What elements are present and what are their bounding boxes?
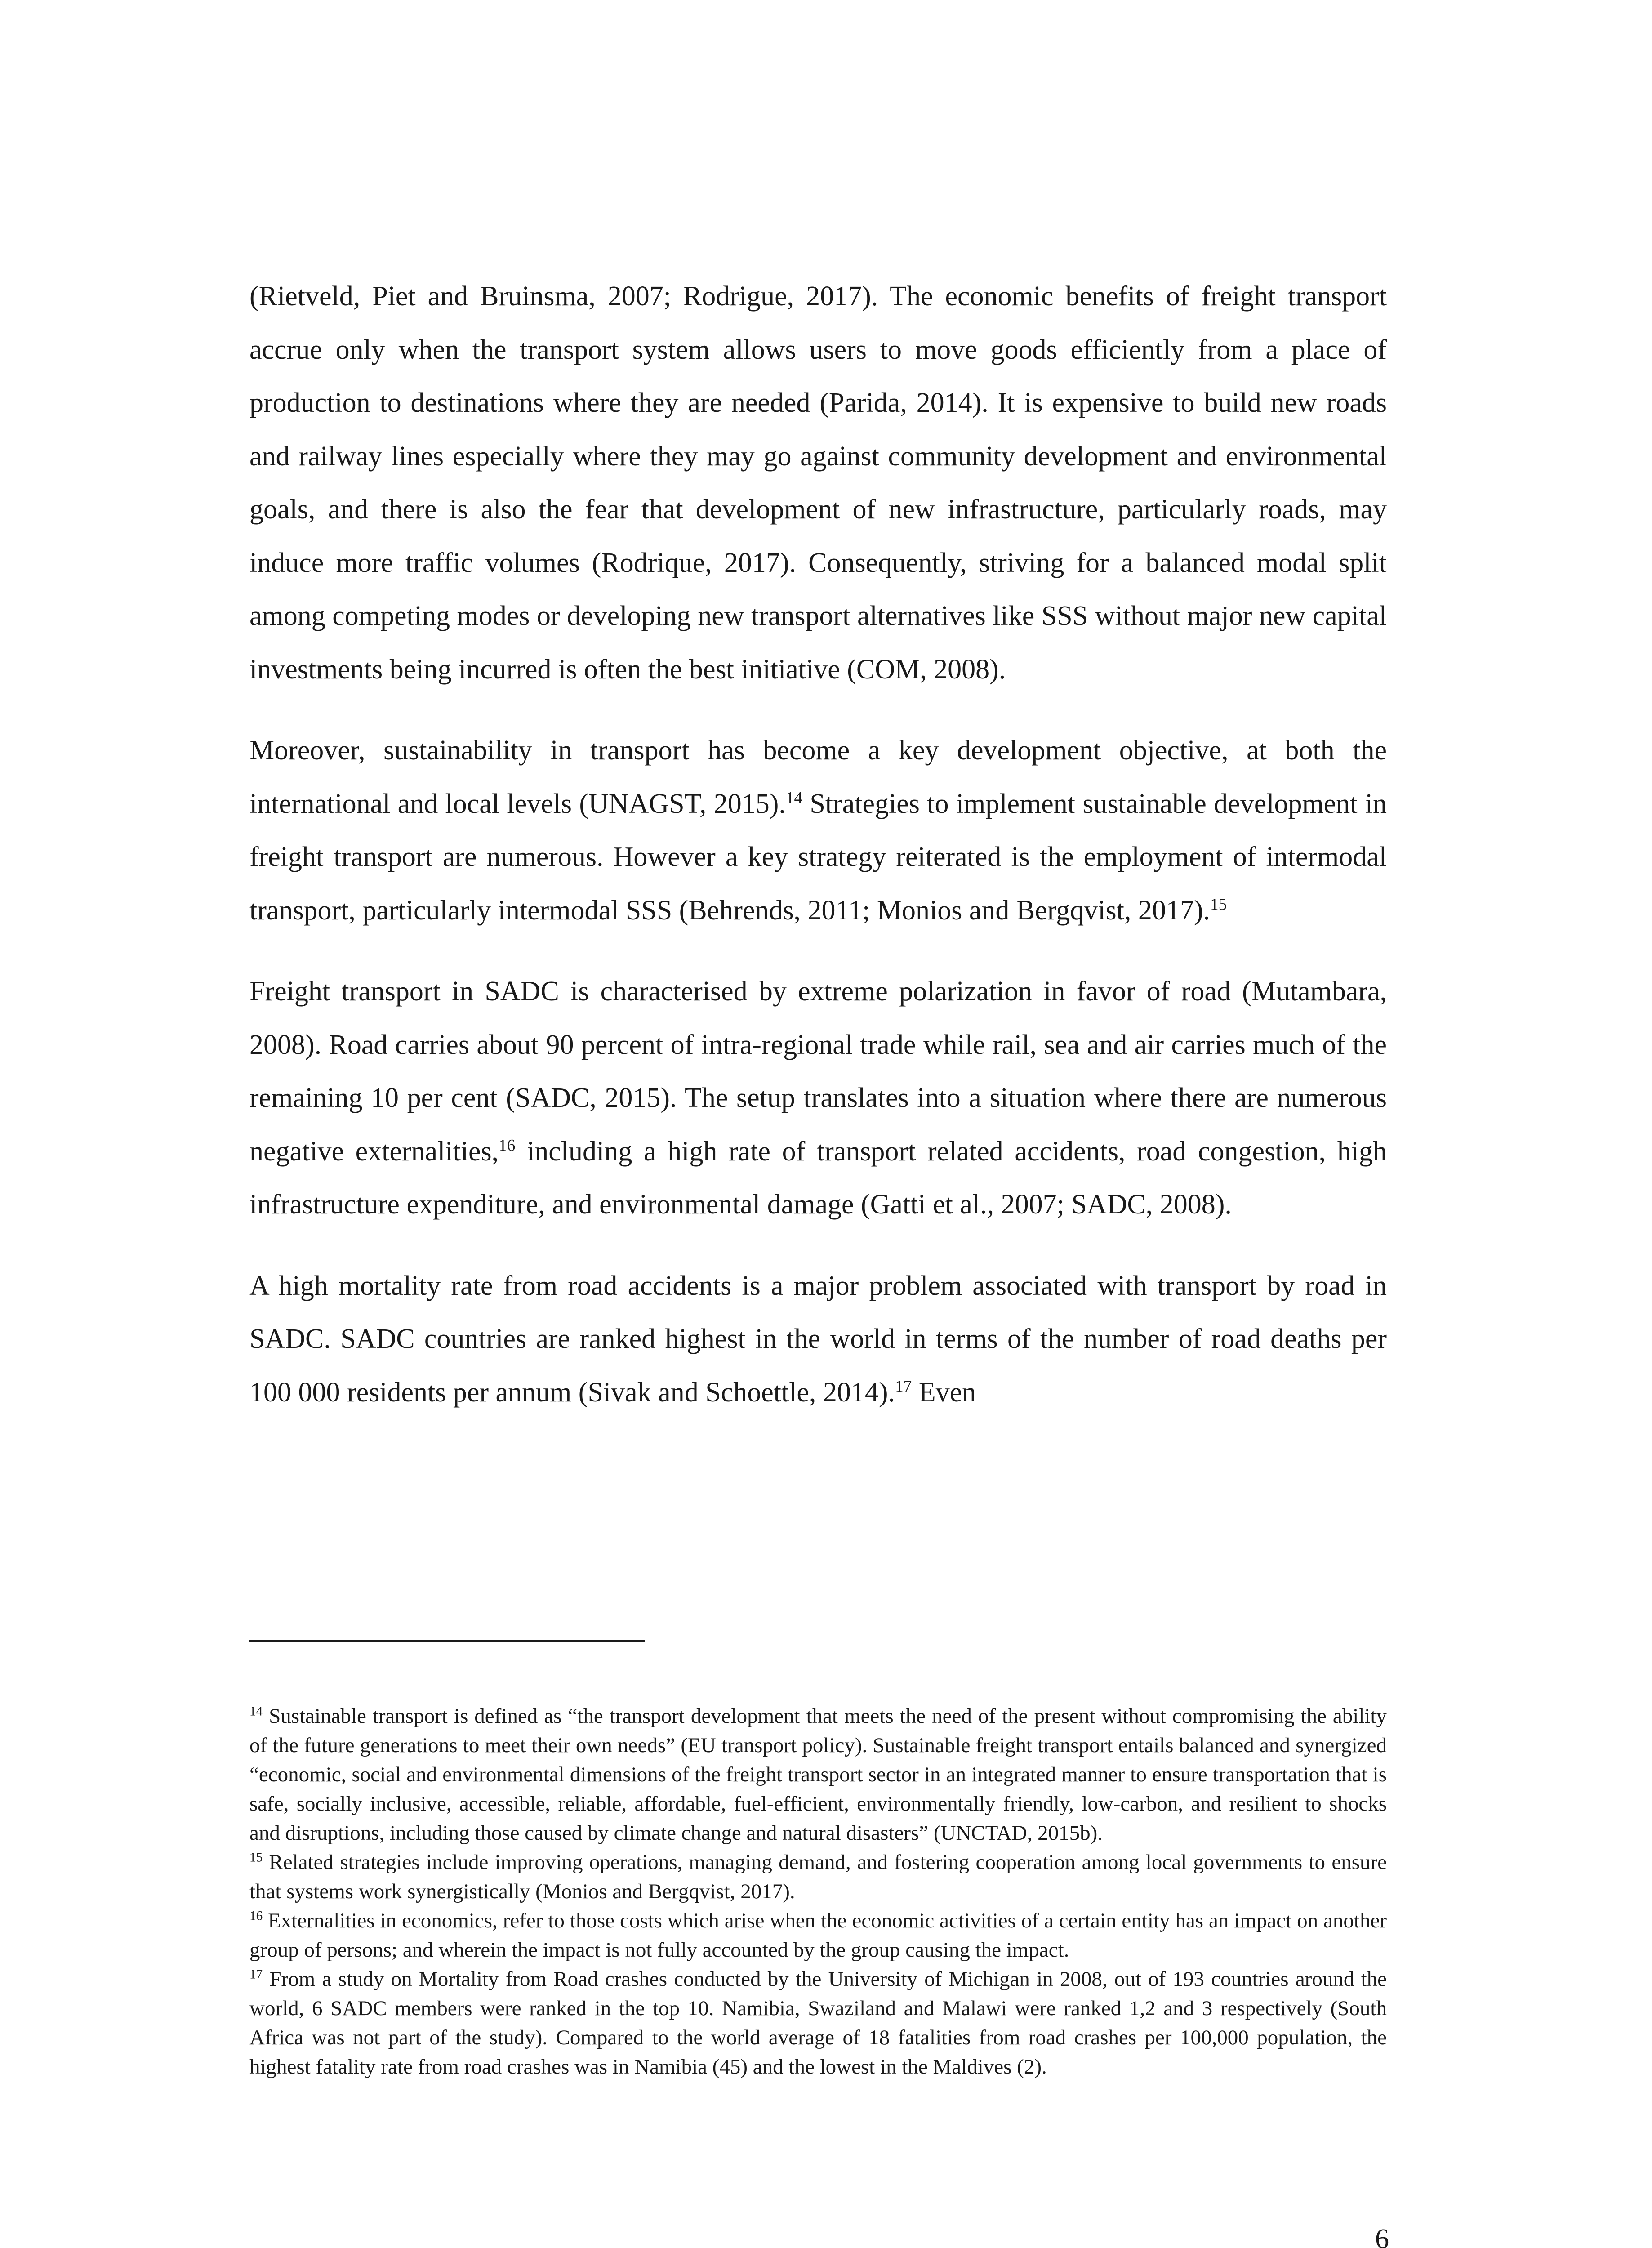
footnote-number: 17 [249, 1967, 263, 1982]
footnote-17 [249, 1965, 1387, 2082]
footnote-text: From a study on Mortality from Road crashes conducted by the University of Michigan in 2008, out of 193 countries around the world, 6 SADC members were ranked in the top 10. Namibia, Swaziland and Malawi were ranked 1,2 and 3 respectively (South Africa was not part of the study). Compared to the world average of 18 fatalities from road crashes per 100,000 population, the highest fatality rate from road crashes was in Namibia (45) and the lowest in the Maldives (2). [249, 1967, 1387, 2079]
paragraph-3 [249, 965, 1387, 1231]
footnote-separator [249, 1640, 645, 1642]
footnote-number: 15 [249, 1850, 263, 1865]
footnote-ref-14[interactable]: 14 [785, 788, 803, 807]
footnotes-section [249, 1702, 1387, 2082]
footnote-15 [249, 1848, 1387, 1906]
paragraph-2-text-a: Moreover, sustainability in transport has become a key development objective, at both the international and local levels (UNAGST, 2015). [249, 735, 1387, 819]
footnote-text: Sustainable transport is defined as “the transport development that meets the need of the present without compromising the ability of the future generations to meet their own needs” (EU transport policy). Sustainable freight transport entails balanced and synergized “economic, social and environmental dimensions of the freight transport sector in an integrated manner to ensure transportation that is safe, socially inclusive, accessible, reliable, affordable, fuel-efficient, environmentally friendly, low-carbon, and resilient to shocks and disruptions, including those caused by climate change and natural disasters” (UNCTAD, 2015b). [249, 1704, 1387, 1845]
paragraph-2-text-b: Strategies to implement sustainable development in freight transport are numerous. However a key strategy reiterated is the employment of intermodal transport, particularly intermodal SSS (Behrends, 2011; Monios and Bergqvist, 2017). [249, 788, 1387, 926]
footnote-number: 16 [249, 1909, 263, 1923]
paragraph-3-text-b: including a high rate of transport related accidents, road congestion, high infrastructure expenditure, and environmental damage (Gatti et al., 2007; SADC, 2008). [249, 1136, 1387, 1220]
paragraph-4-text-a: A high mortality rate from road accidents is a major problem associated with transport by road in SADC. SADC countries are ranked highest in the world in terms of the number of road deaths per 100 000 residents per annum (Sivak and Schoettle, 2014). [249, 1270, 1387, 1408]
body-text [249, 270, 1387, 1447]
paragraph-4 [249, 1259, 1387, 1419]
footnote-14 [249, 1702, 1387, 1848]
footnote-16 [249, 1906, 1387, 1965]
footnote-ref-16[interactable]: 16 [499, 1136, 516, 1155]
paragraph-4-text-b: Even [912, 1377, 976, 1408]
footnote-text: Related strategies include improving operations, managing demand, and fostering cooperation among local governments to ensure that systems work synergistically (Monios and Bergqvist, 2017). [249, 1851, 1387, 1903]
footnote-ref-15[interactable]: 15 [1210, 895, 1227, 914]
footnote-number: 14 [249, 1704, 263, 1719]
page-number: 6 [1375, 2224, 1389, 2248]
footnote-text: Externalities in economics, refer to those costs which arise when the economic activities of a certain entity has an impact on another group of persons; and wherein the impact is not fully accounted by the group causing the impact. [249, 1909, 1387, 1962]
paragraph-3-text-a: Freight transport in SADC is characterised by extreme polarization in favor of road (Mutambara, 2008). Road carries about 90 percent of intra-regional trade while rail, sea and air carries much of the remaining 10 per cent (SADC, 2015). The setup translates into a situation where there are numerous negative externalities, [249, 976, 1387, 1167]
footnote-ref-17[interactable]: 17 [895, 1377, 912, 1396]
paragraph-2 [249, 724, 1387, 937]
paragraph-1-text: (Rietveld, Piet and Bruinsma, 2007; Rodrigue, 2017). The economic benefits of freight transport accrue only when the transport system allows users to move goods efficiently from a place of production to destinations where they are needed (Parida, 2014). It is expensive to build new roads and railway lines especially where they may go against community development and environmental goals, and there is also the fear that development of new infrastructure, particularly roads, may induce more traffic volumes (Rodrique, 2017). Consequently, striving for a balanced modal split among competing modes or developing new transport alternatives like SSS without major new capital investments being incurred is often the best initiative (COM, 2008). [249, 281, 1387, 685]
paragraph-1 [249, 270, 1387, 696]
